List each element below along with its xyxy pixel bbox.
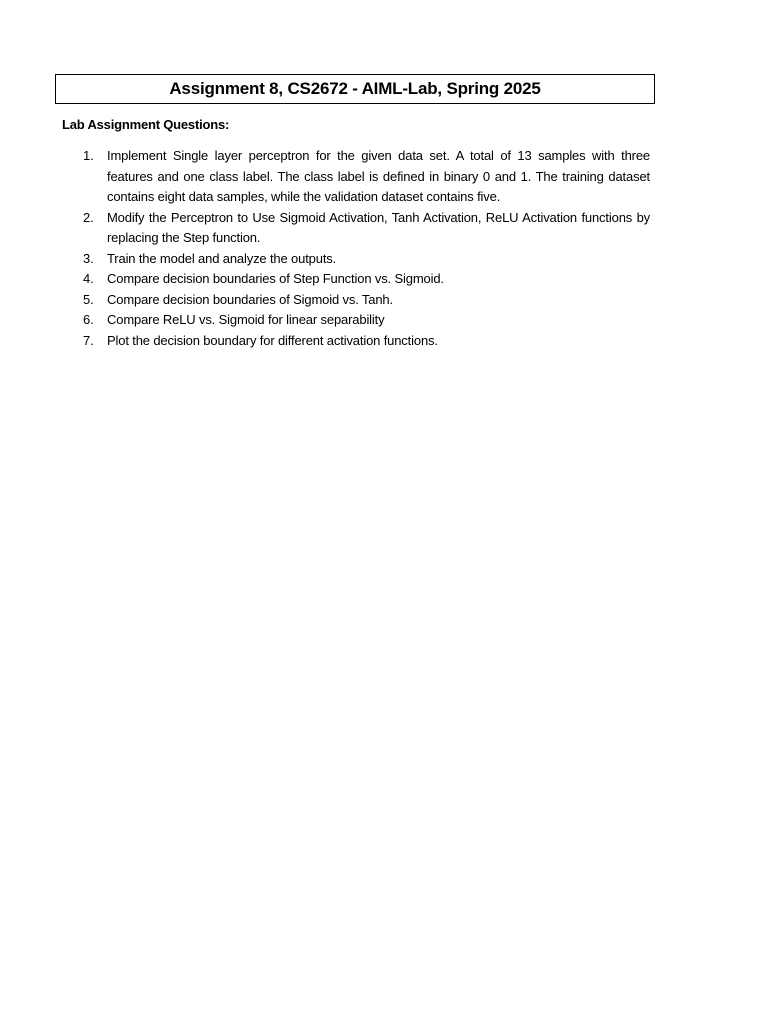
question-item: [62, 269, 650, 290]
question-number: 5.: [83, 291, 94, 307]
question-list: [62, 146, 650, 351]
question-number: 4.: [83, 271, 94, 286]
question-text: Plot the decision boundary for different activation functions.: [107, 332, 438, 348]
question-number: 2.: [83, 209, 94, 225]
question-item: [62, 249, 650, 270]
question-number: 7.: [83, 332, 94, 348]
question-text: Implement Single layer perceptron for the given data set. A total of 13 samples with three features and one class label. The class label is defined in binary 0 and 1. The training dataset contains eight data samples, while the validation dataset contains five.: [107, 148, 650, 204]
question-item: [62, 146, 650, 208]
title-box: [55, 74, 655, 104]
section-heading: Lab Assignment Questions:: [62, 117, 230, 132]
question-text: Compare decision boundaries of Step Function vs. Sigmoid.: [107, 271, 444, 286]
question-number: 6.: [83, 312, 94, 327]
question-text: Modify the Perceptron to Use Sigmoid Activation, Tanh Activation, ReLU Activation functions by replacing the Step function.: [107, 209, 650, 245]
question-text: Train the model and analyze the outputs.: [107, 250, 337, 266]
question-text: Compare ReLU vs. Sigmoid for linear separability: [107, 312, 385, 327]
question-number: 3.: [83, 250, 94, 266]
question-item: [62, 331, 650, 352]
question-item: [62, 290, 650, 311]
question-text: Compare decision boundaries of Sigmoid vs. Tanh.: [107, 291, 393, 307]
question-item: [62, 208, 650, 249]
question-number: 1.: [83, 148, 94, 163]
question-item: [62, 310, 650, 331]
document-title: Assignment 8, CS2672 - AIML-Lab, Spring 2025: [169, 79, 541, 98]
